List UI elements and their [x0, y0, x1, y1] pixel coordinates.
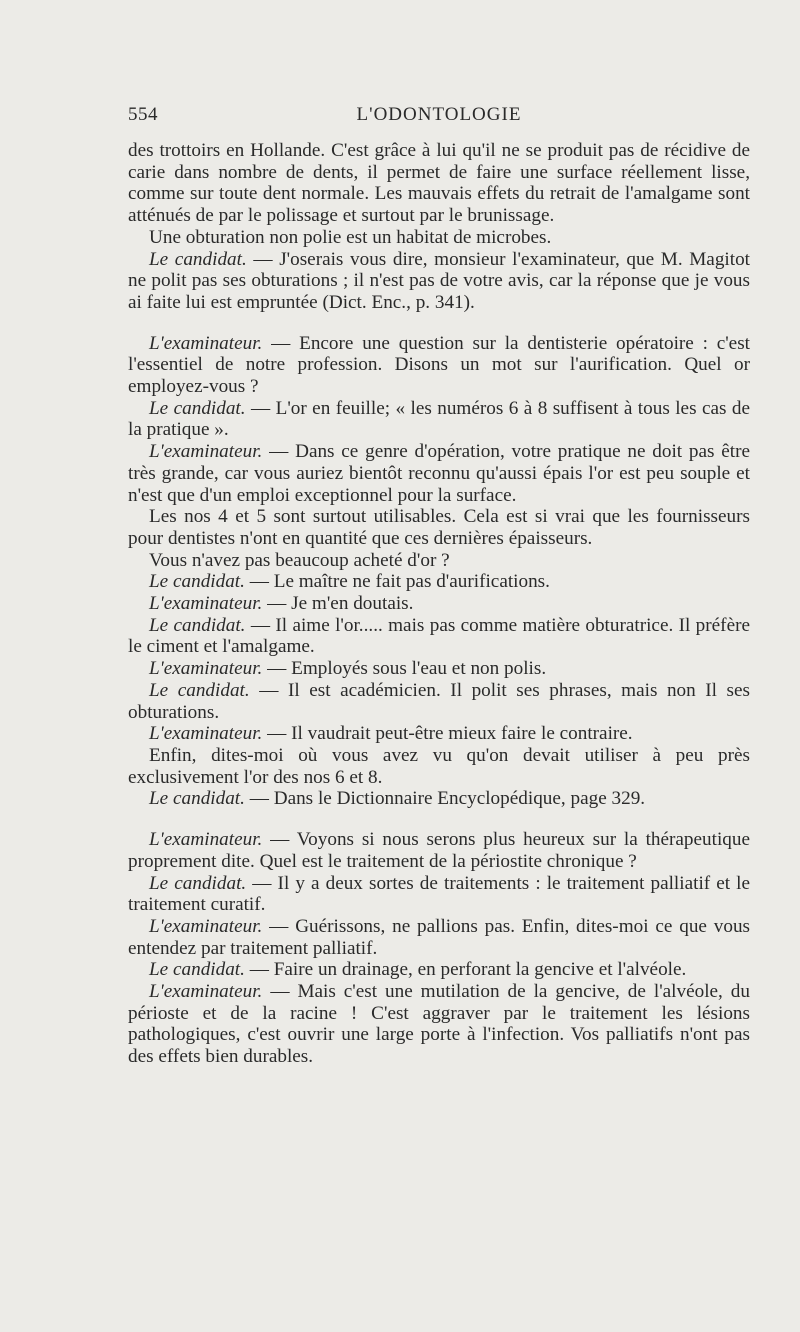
speaker-label: L'examinateur. [149, 593, 263, 615]
speaker-label: L'examinateur. [149, 981, 263, 1003]
running-head: L'ODONTOLOGIE [356, 104, 522, 125]
paragraph: Une obturation non polie est un habitat de microbes. [149, 226, 552, 248]
paragraph: Le candidat. — Faire un drainage, en perforant la gencive et l'alvéole. [149, 959, 687, 981]
speaker-label: L'examinateur. [149, 658, 263, 680]
page-header [128, 104, 750, 132]
paragraph: L'examinateur. — Employés sous l'eau et non polis. [149, 658, 547, 680]
paragraph: L'examinateur. — Je m'en doutais. [149, 593, 414, 615]
speaker-label: Le candidat. [149, 614, 246, 636]
speaker-label: L'examinateur. [149, 829, 263, 851]
body-text [128, 140, 750, 1068]
paragraph: Le candidat. — L'or en feuille; « les numéros 6 à 8 suffisent à tous les cas de la pratique ». [128, 397, 750, 441]
speaker-label: L'examinateur. [149, 441, 263, 463]
paragraph: L'examinateur. — Guérissons, ne pallions pas. Enfin, dites-moi ce que vous entendez par traitement palliatif. [128, 915, 750, 959]
paragraph: Enfin, dites-moi où vous avez vu qu'on devait utiliser à peu près exclusivement l'or des nos 6 et 8. [128, 744, 750, 788]
speaker-label: Le candidat. [149, 679, 250, 701]
speaker-label: Le candidat. [149, 397, 246, 419]
paragraph: Vous n'avez pas beaucoup acheté d'or ? [149, 549, 450, 571]
paragraph: des trottoirs en Hollande. C'est grâce à lui qu'il ne se produit pas de récidive de carie dans nombre de dents, il permet de faire une surface réellement lisse, comme sur toute dent normale. Les mauvais effets du retrait de l'amalgame sont atténués de par le polissage et surtout par le brunissage. [128, 140, 750, 227]
speaker-label: Le candidat. [149, 571, 245, 593]
paragraph: Le candidat. — J'oserais vous dire, monsieur l'examinateur, que M. Magitot ne polit pas ses obturations ; il n'est pas de votre avis, car la réponse que je vous ai faite lui est empruntée (Dict. Enc., p. 341). [128, 248, 750, 313]
speaker-label: L'examinateur. [149, 332, 263, 354]
paragraph: Le candidat. — Il aime l'or..... mais pas comme matière obturatrice. Il préfère le ciment et l'amalgame. [128, 614, 750, 658]
speaker-label: Le candidat. [149, 959, 245, 981]
speaker-label: Le candidat. [149, 248, 247, 270]
speaker-label: L'examinateur. [149, 723, 263, 745]
speaker-label: Le candidat. [149, 872, 247, 894]
paragraph: Le candidat. — Il est académicien. Il polit ses phrases, mais non Il ses obturations. [128, 679, 750, 723]
paragraph: L'examinateur. — Il vaudrait peut-être mieux faire le contraire. [149, 723, 633, 745]
paragraph: Le candidat. — Le maître ne fait pas d'aurifications. [149, 571, 550, 593]
paragraph: L'examinateur. — Encore une question sur la dentisterie opératoire : c'est l'essentiel de notre profession. Disons un mot sur l'aurification. Quel or employez-vous ? [128, 332, 750, 398]
speaker-label: Le candidat. [149, 788, 245, 810]
paragraph: Le candidat. — Dans le Dictionnaire Encyclopédique, page 329. [149, 788, 646, 810]
speaker-label: L'examinateur. [149, 915, 263, 937]
page-number: 554 [128, 104, 158, 125]
paragraph: L'examinateur. — Voyons si nous serons plus heureux sur la thérapeutique proprement dite. Quel est le traitement de la périostite chronique ? [128, 829, 750, 872]
paragraph: Le candidat. — Il y a deux sortes de traitements : le traitement palliatif et le traitement curatif. [128, 872, 751, 916]
paragraph: Les nos 4 et 5 sont surtout utilisables. Cela est si vrai que les fournisseurs pour dentistes n'ont en quantité que ces dernières épaisseurs. [128, 506, 750, 549]
paragraph: L'examinateur. — Mais c'est une mutilation de la gencive, de l'alvéole, du périoste et de la racine ! C'est aggraver par le traitement les lésions pathologiques, c'est ouvrir une large porte à l'infection. Vos palliatifs n'ont pas des effets bien durables. [128, 981, 750, 1068]
paragraph: L'examinateur. — Dans ce genre d'opération, votre pratique ne doit pas être très grande, car vous auriez bientôt reconnu qu'aussi épais l'or est peu souple et n'est que d'un emploi exceptionnel pour la surface. [128, 441, 750, 506]
